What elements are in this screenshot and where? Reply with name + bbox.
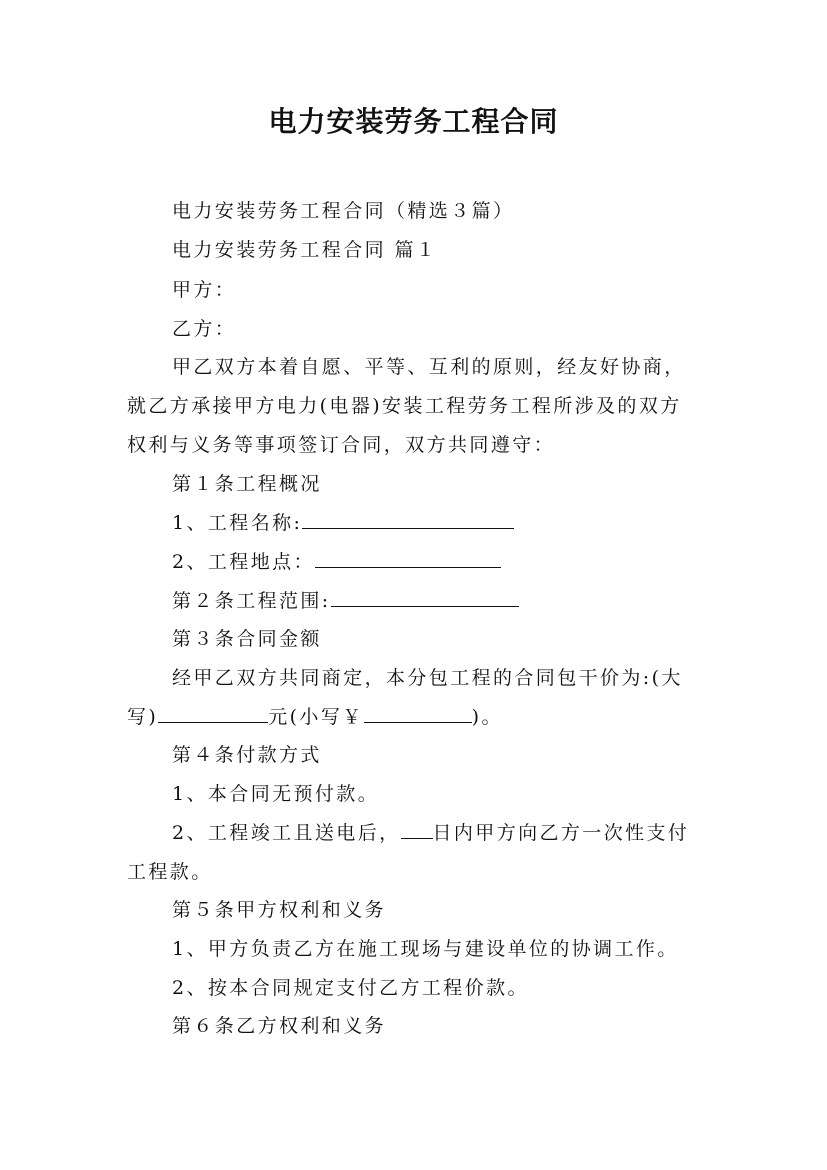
payment-clause-2-suffix: 日内甲方向乙方一次性支付	[432, 822, 690, 844]
project-name-blank	[302, 512, 514, 529]
article-3-heading: 第３条合同金额	[172, 628, 322, 650]
payment-clause-2-line1	[172, 821, 689, 845]
amount-suffix: )。	[471, 706, 503, 728]
project-location-row	[172, 550, 501, 574]
contract-amount-line1: 经甲乙双方共同商定，本分包工程的合同包干价为:(大	[172, 667, 683, 689]
amount-words-blank	[158, 706, 268, 723]
contract-amount-line2	[127, 705, 503, 729]
payment-clause-1: 1、本合同无预付款。	[172, 783, 380, 805]
project-location-label: 2、工程地点：	[172, 551, 315, 573]
project-location-blank	[315, 551, 501, 568]
project-name-label: 1、工程名称:	[172, 512, 303, 534]
party-a-duty-2: 2、按本合同规定支付乙方工程价款。	[172, 977, 529, 999]
party-a-label: 甲方：	[172, 279, 237, 301]
section-heading-part1: 电力安装劳务工程合同 篇１	[172, 239, 438, 261]
payment-clause-2-prefix: 2、工程竣工且送电后，	[172, 822, 401, 844]
payment-clause-2-line2: 工程款。	[127, 861, 213, 883]
paragraph-intro-line2: 就乙方承接甲方电力(电器)安装工程劳务工程所涉及的双方	[127, 395, 682, 417]
article-4-heading: 第４条付款方式	[172, 744, 322, 766]
article-6-heading: 第６条乙方权利和义务	[172, 1015, 387, 1037]
article-2-row	[172, 589, 519, 613]
amount-figures-blank	[364, 706, 472, 723]
project-scope-blank	[331, 590, 519, 607]
amount-figures-label: 元(小写￥	[268, 706, 364, 728]
party-a-duty-1: 1、甲方负责乙方在施工现场与建设单位的协调工作。	[172, 938, 679, 960]
article-1-heading: 第１条工程概况	[172, 473, 322, 495]
payment-days-blank	[401, 822, 433, 839]
paragraph-intro-line1: 甲乙双方本着自愿、平等、互利的原则，经友好协商，	[172, 356, 686, 378]
project-name-row	[172, 511, 514, 535]
article-5-heading: 第５条甲方权利和义务	[172, 899, 387, 921]
amount-words-prefix: 写)	[127, 706, 159, 728]
contract-subtitle: 电力安装劳务工程合同（精选３篇）	[172, 200, 515, 222]
paragraph-intro-line3: 权利与义务等事项签订合同，双方共同遵守：	[127, 434, 556, 456]
party-b-label: 乙方：	[172, 318, 237, 340]
document-title: 电力安装劳务工程合同	[268, 105, 559, 138]
article-2-heading: 第２条工程范围:	[172, 590, 331, 612]
